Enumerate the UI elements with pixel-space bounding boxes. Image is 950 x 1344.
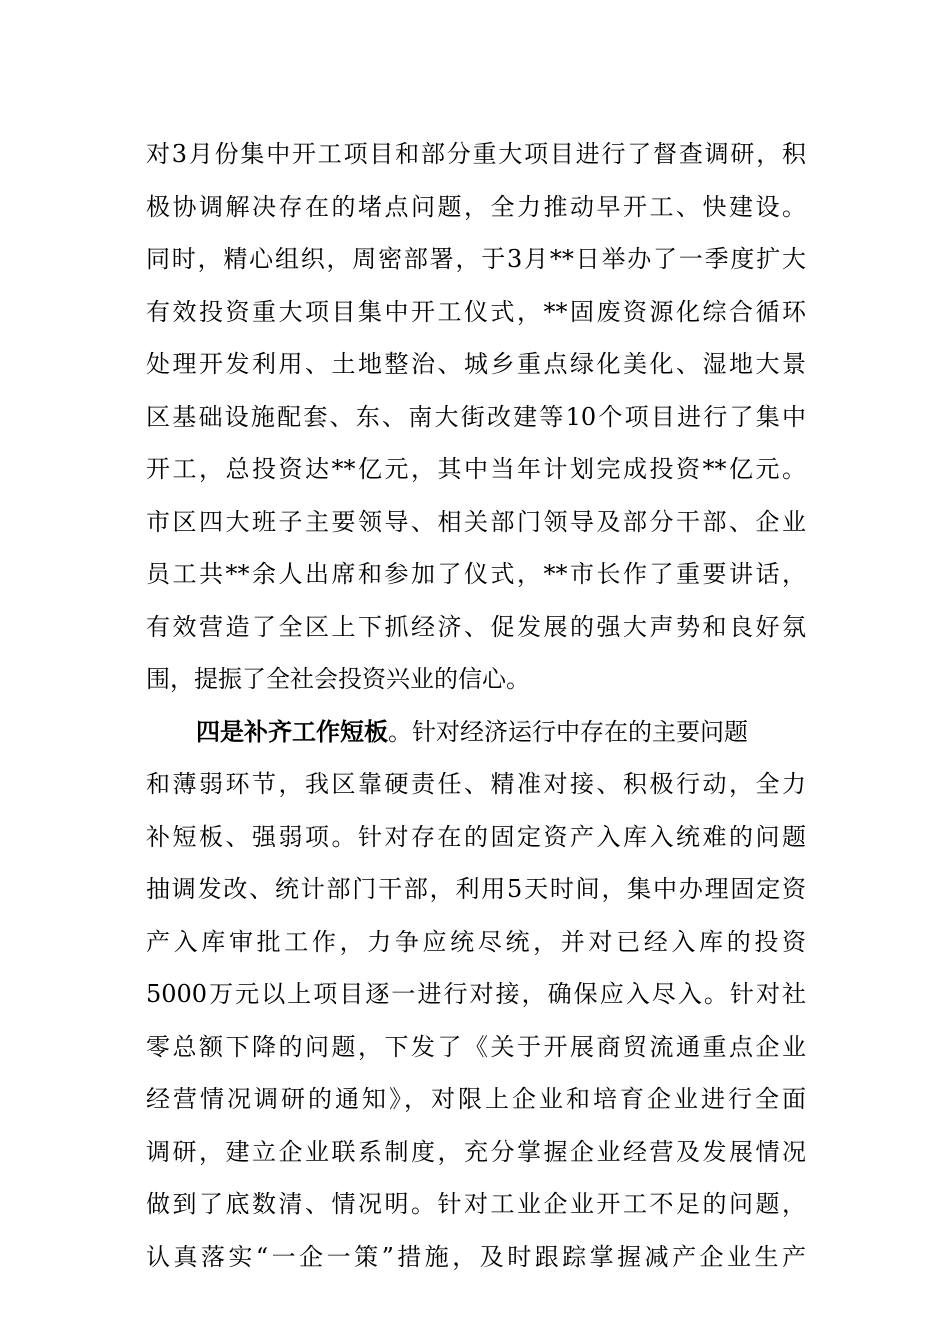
paragraph-first-line [146, 706, 806, 759]
text-line: 5000万元以上项目逐一进行对接，确保应入尽入。针对社 [146, 980, 806, 1008]
text-line: 同时，精心组织，周密部署，于3月**日举办了一季度扩大 [146, 245, 806, 273]
text-line: 产入库审批工作，力争应统尽统，并对已经入库的投资 [146, 927, 806, 956]
text-line: 开工，总投资达**亿元，其中当年计划完成投资**亿元。 [146, 455, 806, 483]
text-line: 处理开发利用、土地整治、城乡重点绿化美化、湿地大景 [146, 350, 806, 378]
text-line: 零总额下降的问题，下发了《关于开展商贸流通重点企业 [146, 1032, 806, 1061]
text-line: 和薄弱环节，我区靠硬责任、精准对接、积极行动，全力 [146, 770, 806, 798]
text-line: 有效投资重大项目集中开工仪式，**固废资源化综合循环 [146, 297, 806, 326]
text-line: 认真落实“一企一策”措施，及时跟踪掌握减产企业生产 [146, 1242, 806, 1271]
first-line-text: 。针对经济运行中存在的主要问题 [388, 717, 748, 746]
text-line: 员工共**余人出席和参加了仪式，**市长作了重要讲话， [146, 560, 806, 588]
text-line: 经营情况调研的通知》，对限上企业和培育企业进行全面 [146, 1085, 806, 1113]
document-body [146, 128, 806, 1283]
text-line: 调研，建立企业联系制度，充分掌握企业经营及发展情况 [146, 1137, 806, 1166]
paragraph-heading: 四是补齐工作短板 [196, 716, 388, 746]
text-line: 区基础设施配套、东、南大街改建等10个项目进行了集中 [146, 402, 806, 431]
text-line: 抽调发改、统计部门干部，利用5天时间，集中办理固定资 [146, 875, 806, 903]
text-line: 补短板、强弱项。针对存在的固定资产入库入统难的问题 [146, 822, 806, 851]
paragraph-2 [146, 706, 806, 1284]
text-line: 有效营造了全区上下抓经济、促发展的强大声势和良好氛 [146, 612, 806, 641]
text-line: 对3月份集中开工项目和部分重大项目进行了督查调研，积 [146, 140, 806, 168]
text-line: 围，提振了全社会投资兴业的信心。 [146, 665, 530, 693]
text-line: 极协调解决存在的堵点问题，全力推动早开工、快建设。 [146, 192, 806, 221]
text-line: 市区四大班子主要领导、相关部门领导及部分干部、企业 [146, 507, 806, 536]
paragraph-1 [146, 128, 806, 706]
text-line: 做到了底数清、情况明。针对工业企业开工不足的问题， [146, 1190, 806, 1218]
